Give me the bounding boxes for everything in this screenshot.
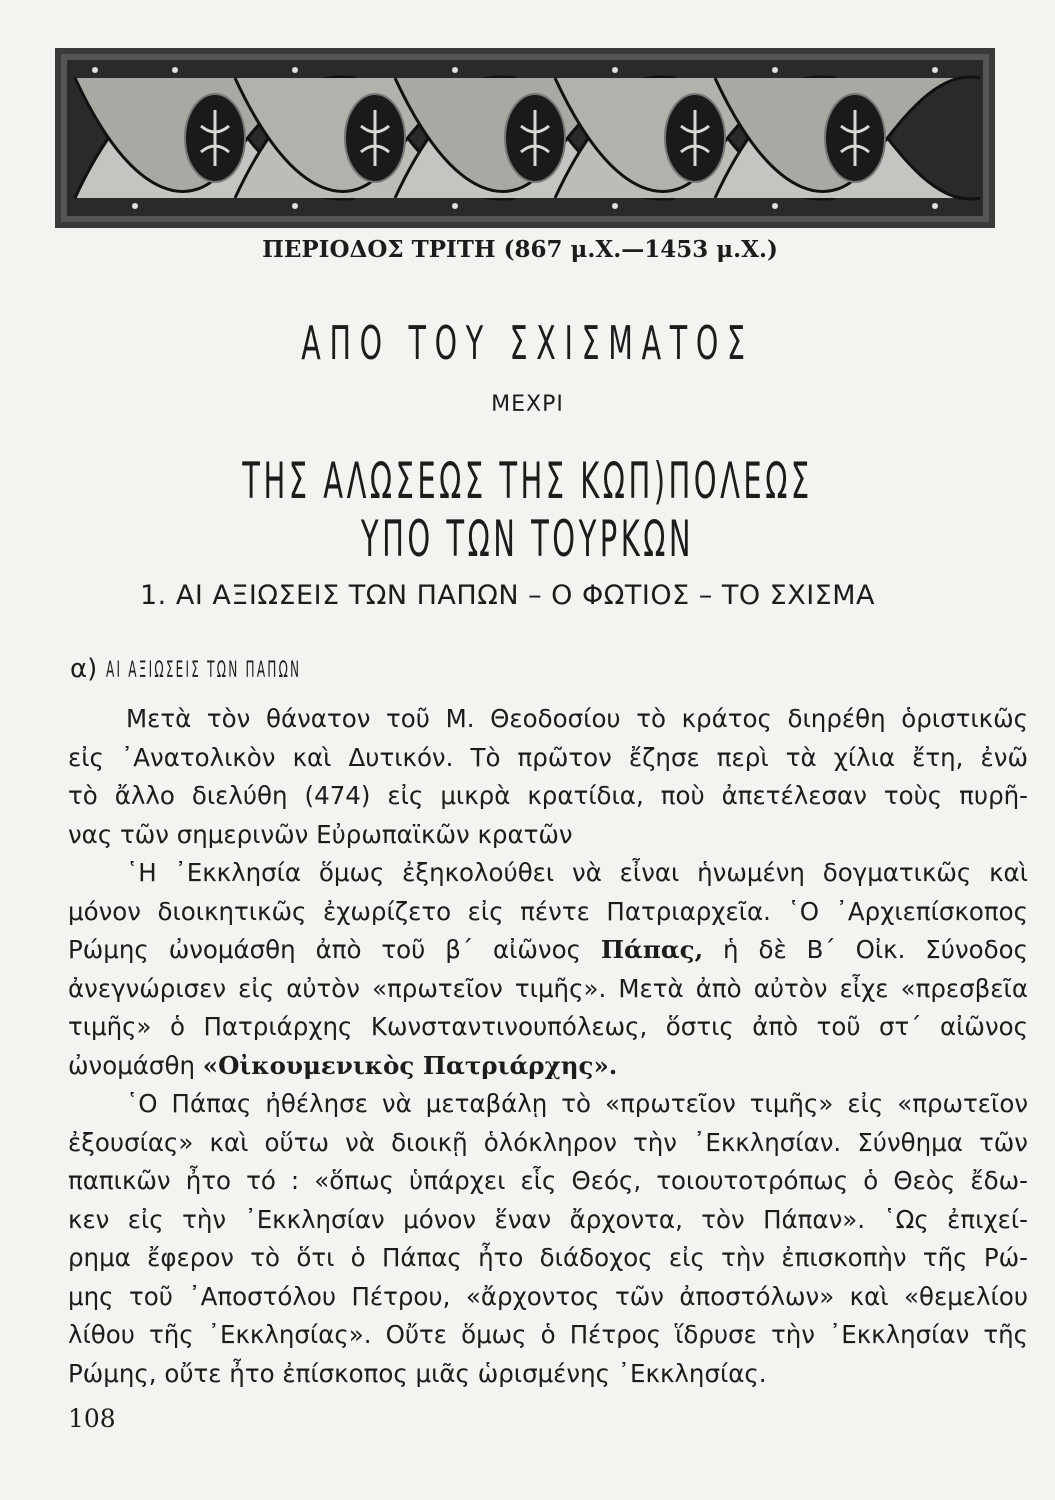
ornamental-banner-icon [55,48,995,228]
text-line: παπικῶν ἦτο τό : «ὅπως ὑπάρχει εἷς Θεός, τοιουτοτρόπως ὁ Θεὸς ἔδω- [68,1166,1028,1195]
text-line: Μετὰ τὸν θάνατον τοῦ Μ. Θεοδοσίου τὸ κράτος διηρέθη ὁριστικῶς [126,704,1028,733]
text-line: λίθου τῆς ᾿Εκκλησίας». Οὔτε ὅμως ὁ Πέτρος ἵδρυσε τὴν ᾿Εκκλησίαν τῆς [68,1320,1028,1349]
paragraph-1 [68,700,1028,854]
section-heading: 1. ΑΙ ΑΞΙΩΣΕΙΣ ΤΩΝ ΠΑΠΩΝ – Ο ΦΩΤΙΟΣ – ΤΟ ΣΧΙΣΜΑ [140,580,876,611]
text-line: ῾Η ᾿Εκκλησία ὅμως ἐξηκολούθει νὰ εἶναι ἡνωμένη δογματικῶς καὶ [126,858,1028,887]
bold-term: Πάπας, [600,935,704,964]
subsection-heading [70,654,461,684]
text-line: κεν εἰς τὴν ᾿Εκκλησίαν μόνον ἕναν ἄρχοντα, τὸν Πάπαν». ῾Ως ἐπιχεί- [68,1204,1028,1234]
text-fragment: ὠνομάσθη [68,1050,195,1080]
paragraph-3 [68,1085,1028,1393]
page-number: 108 [68,1404,116,1433]
bold-term: «Οἰκουμενικὸς Πατριάρχης». [202,1050,618,1080]
text-line: τὸ ἄλλο διελύθη (474) εἰς μικρὰ κρατίδια, ποὺ ἀπετέλεσαν τοὺς πυρῆ- [68,781,1028,810]
text-line: νας τῶν σημερινῶν Εὐρωπαϊκῶν κρατῶν [68,819,573,849]
text-line: εἰς ᾿Ανατολικὸν καὶ Δυτικόν. Τὸ πρῶτον ἔζησε περὶ τὰ χίλια ἔτη, ἐνῶ [68,742,1028,772]
text-line [68,1047,1028,1086]
text-line: τιμῆς» ὁ Πατριάρχης Κωνσταντινουπόλεως, ὅστις ἀπὸ τοῦ στ΄ αἰῶνος [68,1012,1028,1041]
text-line: ῾Ο Πάπας ἠθέλησε νὰ μεταβάλῃ τὸ «πρωτεῖον τιμῆς» εἰς «πρωτεῖον [126,1089,1028,1118]
text-line: ρημα ἔφερον τὸ ὅτι ὁ Πάπας ἦτο διάδοχος εἰς τὴν ἐπισκοπὴν τῆς Ρώ- [68,1243,1028,1272]
text-line: ἀνεγνώρισεν εἰς αὐτὸν «πρωτεῖον τιμῆς». Μετὰ ἀπὸ αὐτὸν εἶχε «πρεσβεῖα [68,973,1028,1003]
text-line: ἐξουσίας» καὶ οὕτω νὰ διοικῇ ὁλόκληρον τὴν ᾿Εκκλησίαν. Σύνθημα τῶν [68,1127,1028,1157]
text-line: μης τοῦ ᾿Αποστόλου Πέτρου, «ἄρχοντος τῶν ἀποστόλων» καὶ «θεμελίου [68,1281,1028,1311]
subsection-label: ΑΙ ΑΞΙΩΣΕΙΣ ΤΩΝ ΠΑΠΩΝ [105,658,301,683]
text-fragment: ἡ δὲ Β΄ Οἰκ. Σύνοδος [723,935,1028,964]
title-line-1: ΑΠΟ ΤΟΥ ΣΧΙΣΜΑΤΟΣ [301,316,754,370]
title-connector: ΜΕΧΡΙ [491,392,564,417]
text-line [68,931,1028,970]
period-heading: ΠΕΡΙΟΔΟΣ ΤΡΙΤΗ (867 μ.Χ.—1453 μ.Χ.) [262,236,778,263]
title-line-2: ΤΗΣ ΑΛΩΣΕΩΣ ΤΗΣ ΚΩΠ)ΠΟΛΕΩΣ ΥΠΟ ΤΩΝ ΤΟΥΡΚΩΝ [242,452,813,568]
text-line: Ρώμης, οὔτε ἦτο ἐπίσκοπος μιᾶς ὡρισμένης ᾿Εκκλησίας. [68,1358,767,1388]
text-fragment: Ρώμης ὠνομάσθη ἀπὸ τοῦ β΄ αἰῶνος [68,935,581,964]
paragraph-2 [68,854,1028,1085]
text-line: μόνον διοικητικῶς ἐχωρίζετο εἰς πέντε Πατριαρχεῖα. ῾Ο ᾿Αρχιεπίσκοπος [68,896,1028,926]
subsection-marker: α) [70,654,98,684]
